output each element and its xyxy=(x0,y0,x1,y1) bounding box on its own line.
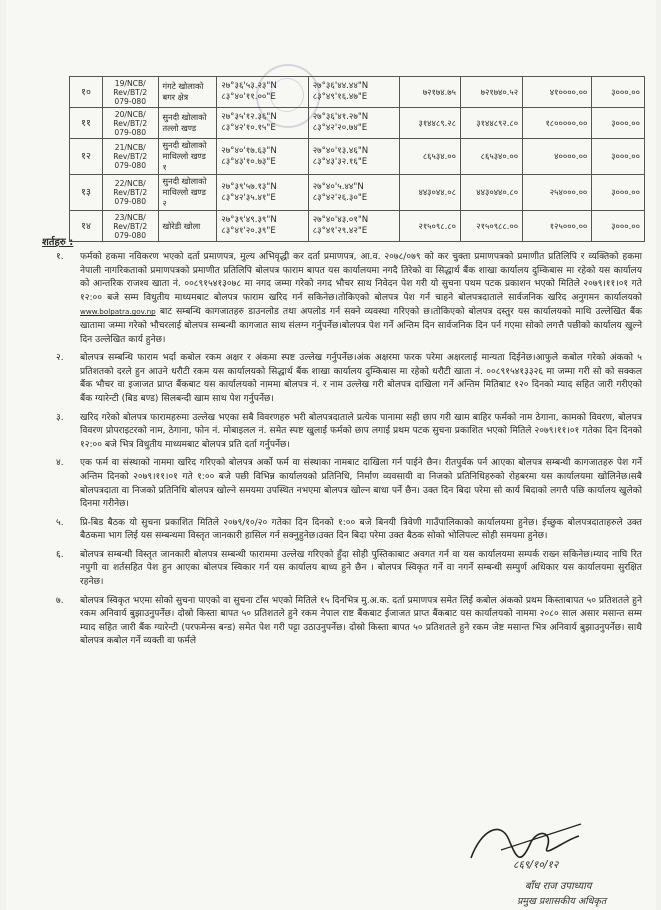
table-row xyxy=(70,77,645,108)
longitude-value: ८३°४०'११.००"E xyxy=(221,92,276,102)
longitude-value: ८३°४९'१६.४७"E xyxy=(312,92,368,102)
clause-4 xyxy=(54,457,642,511)
coordinates-cell xyxy=(308,211,399,242)
latitude-value: २७°३५'१२.३६"N xyxy=(221,112,277,122)
clause-1 xyxy=(54,251,642,347)
longitude-value: ८३°४१'२०.३९"E xyxy=(221,226,276,236)
clause-number: ३. xyxy=(56,412,64,423)
clause-text: बोलपत्र स्विकृत भएमा सोको सुचना पाएको वा सुचना टाँस भएको मितिले १५ दिनभित्र मु.अ.क. दर्ता प्रमाणपत्र समेत लिई कबोल अंकको प्रथम किस्ताबापत ५० प्रतिशतले हुने रकम अनिवार्य बुझाउनुपर्नेछ। दोस्रो किस्ता बापत ५० प्रतिशतले हुने रकम नेपाल राष्ट बैंकबाट ईजाजत प्राप्त बैंकबाट यस कार्यालयको नाममा २०८० साल असार मसान्त सम्म म्याद सहित जारी बैंक ग्यारेन्टी (परफमेन्स बन्ड) समेत पेश गरी पट्टा उठाउनुपर्नेछ। दोस्रो किस्ता बापत ५० प्रतिशतले हुने रकम जेष्ट मसान्त भित्र अनिवार्य बुझाउनुपर्नेछ। साथै बोलपत्र कबोल गर्ने व्यक्ती वा फर्मले xyxy=(80,595,642,647)
fee-cell: ३०००.०० xyxy=(592,211,645,242)
table-row xyxy=(70,175,645,211)
latitude-value: २७°३६'४४.४४"N xyxy=(312,81,369,91)
signatory-title: प्रमुख प्रशासकीय अधिकृत xyxy=(517,896,607,907)
quantity-cell: ३१४४८९.२८ xyxy=(400,108,461,139)
quantity-total-cell: ४४३०४४०.८० xyxy=(460,175,522,211)
clause-text: खरिद गरेको बोलपत्र फारामहरुमा उल्लेख भएका सबै विवरणहरु भरी बोलपत्रदाताले प्रत्येक पानामा सही छाप गरी खाम बाहिर फर्मको नाम ठेगाना, कामको विवरण, बोलपत्र विवरण प्रोपराइटरको नाम, ठेगाना, फोन नं. मोबाइलल नं. समेत स्पष्ट खुलाई फर्मको छाप लगाई प्रथम पटक सुचना प्रकाशित भएको मितिले २०७९।११।०१ गतेका दिन दिनको १२:०० बजे भित्र विधुतीय माध्यमबाट बोलपत्र प्रति दर्ता गर्नुपर्नेछ। xyxy=(80,412,642,450)
conditions-heading: शर्तहरु : xyxy=(42,237,74,248)
bid-items-table xyxy=(69,76,645,242)
clause-2 xyxy=(54,352,642,406)
clause-number: ४. xyxy=(56,458,64,469)
serial-number-cell: १३ xyxy=(70,175,103,211)
coordinates-cell xyxy=(217,77,308,108)
location-cell: सुनदी खोलाको तल्लो खण्ड xyxy=(158,108,217,139)
clause-number: २. xyxy=(56,353,64,364)
clause-text: बोलपत्र सम्बन्धी विस्तृत जानकारी बोलपत्र सम्बन्धी फाराममा उल्लेख गरिएको हुँदा सोही पुस्तिकाबाट अवगत गर्न वा यस कार्यालयमा सम्पर्क राख्न सकिनेछ।म्याद नाघि रित नपुगी वा शर्तसहित पेश हुन आएका बोलपत्र स्विकार गर्न यस कार्यालय बाध्य हुने छैन । बोलपत्र स्विकृत गर्ने वा नगर्ने सम्बन्धी सम्पुर्ण अधिकार यस कार्यालयमा सुरक्षित रहनेछ। xyxy=(80,549,642,588)
longitude-value: ८३°४२'१०.१५"E xyxy=(221,123,276,133)
clause-6 xyxy=(54,549,642,590)
longitude-value: ८३°४२'३५.४१"E xyxy=(221,192,276,203)
clause-text-continued: बाट सम्बन्धि कागजातहरु डाउनलोड तथा अपलोड गर्न सक्ने व्यवस्था गरिएको छ।तोकिएको बोलपत्र दस्तुर यस कार्यालयको माथि उल्लेखित बैंक खातामा जम्मा गरेको भौचरलाई बोलपत्र सम्बन्धी कागजात साथ संलग्न गर्नुपर्नेछ।बोलपत्र पेश गर्ने अन्तिम दिन सार्वजनिक दिन पर्न गएमा सोको लगत्तै पछीको कार्यालय खुल्ने दिन उल्लेखित कार्य हुनेछ। xyxy=(80,307,642,345)
coordinates-cell xyxy=(217,211,308,242)
signatory-name: बाँध राज उपाध्याय xyxy=(525,881,592,892)
clause-number: ७. xyxy=(56,595,64,606)
coordinates-cell xyxy=(308,175,399,211)
serial-number-cell: १२ xyxy=(70,139,103,175)
table-row xyxy=(70,211,645,242)
bid-id-cell: 23/NCB/ Rev/BT/2 079-080 xyxy=(102,211,158,242)
coordinates-cell xyxy=(217,139,308,175)
longitude-value: ८३°४३'१०.७३"E xyxy=(221,156,276,167)
coordinates-cell xyxy=(308,77,399,108)
latitude-value: २७°४०'५.४४"N xyxy=(312,181,364,192)
bid-id-cell: 20/NCB/ Rev/BT/2 079-080 xyxy=(102,108,158,139)
location-cell: सुनदी खोलाको माथिल्लो खण्ड २ xyxy=(158,175,217,211)
latitude-value: २७°३६'४१.२७"N xyxy=(312,112,369,122)
latitude-value: २७°३६'५३.२३"N xyxy=(221,81,277,91)
quantity-total-cell: ३१४४८९२.८० xyxy=(460,108,522,139)
quantity-cell: ४४३०४४.०८ xyxy=(400,175,461,211)
clause-text: फर्मको हकमा नविकरण भएको दर्ता प्रमाणपत्र, मुल्य अभिवृद्धी कर दर्ता प्रमाणपत्र, आ.व. २०७८/०७९ को कर चुक्ता प्रमाणपत्रको प्रमाणीत प्रतिलिपि र व्यक्तिको हकमा नेपाली नागरिकताको प्रमाणपत्रको प्रमाणीत प्रतिलिपि बोलपत्र फाराम बापत यस कार्यालयमा नगदै तिरेको वा सिद्धार्थ बैंक शाखा कार्यालय दुम्किबास मा रहेको यस कार्यालय को आन्तरिक राजश्व खाता नं. ००८९१५४१३०७८ मा नगद जम्मा गरेको नगद भौचर साथ निवेदन पेश गरी यो सुचना पथम पटक प्रकाशन भएको मितिले २०७९।११।०१ गते १२:०० बजे सम्म विधुतीय माध्यमबाट बोलपत्र फाराम खरिद गर्न सकिनेछ।तोकिएको बोलपत्र पेश गर्न चाहने बोलपत्रदाताले सार्वजनिक खरिद अनुगमन कार्यालयको xyxy=(80,252,642,303)
serial-number-cell: ११ xyxy=(70,108,103,139)
latitude-value: २७°४०'१३.४६"N xyxy=(312,145,369,156)
signature-block xyxy=(461,810,641,910)
latitude-value: २७°३९'४९.३९"N xyxy=(221,215,277,225)
latitude-value: २७°४०'४३.०१"N xyxy=(312,215,369,225)
bid-id-cell: 19/NCB/ Rev/BT/2 079-080 xyxy=(102,77,158,108)
latitude-value: २७°४०'१७.६३"N xyxy=(221,145,277,156)
amount-cell: १८०००००.०० xyxy=(523,108,592,139)
signature-date: ८६९/१०/१२ xyxy=(513,859,559,871)
fee-cell: ३०००.०० xyxy=(592,139,645,175)
quantity-total-cell: ८६५३४०.०० xyxy=(460,139,522,175)
location-cell: सुनदी खोलाको माथिल्लो खण्ड १ xyxy=(158,139,217,175)
amount-cell: १२५०००.०० xyxy=(523,211,592,242)
longitude-value: ८३°४२'२०.७४"E xyxy=(312,123,368,133)
coordinates-cell xyxy=(308,139,399,175)
bid-id-cell: 21/NCB/ Rev/BT/2 079-080 xyxy=(102,139,158,175)
amount-cell: ४००००.०० xyxy=(523,139,592,175)
fee-cell: ३०००.०० xyxy=(592,175,645,211)
conditions-list xyxy=(54,251,642,654)
table-row xyxy=(70,139,645,175)
longitude-value: ८३°४२'२६.३०"E xyxy=(312,192,368,203)
clause-text: एक फर्म वा संस्थाको नाममा खरिद गरिएको बोलपत्र अर्को फर्म वा संस्थाका नामबाट दाखिला गर्न पाईने छैन। रीतपुर्वक पर्न आएका बोलपत्र सम्बन्धी कागजातहरु पेश गर्ने अन्तिम दिनको २०७९।११।०१ गते १:०० बजे पछी विभिन्न कार्यालयको प्रतिनिधि, निर्माण व्यवसायी वा निजको प्रतिनिधिहरुको रोहबरमा यस कार्यालयमा खोलिनेछ।सबै बोलपत्रदाता वा निजको प्रतिनिधि बोलपत्र खोल्ने समयमा उपस्थित नभएमा बोलपत्र खोल्न बाधा पर्ने छैन। उक्त दिन बिदा परेमा सो कार्य बिदाको लगत्तै पछि कार्यालय खुलेको दिनमा गरीनेछ। xyxy=(80,458,642,510)
clause-text: बोलपत्र सम्बन्धि फाराम भर्दा कबोल रकम अक्षर र अंकमा स्पष्ट उल्लेख गर्नुपर्नेछ।अंक अक्षरमा फरक परेमा अक्षरलाई मान्यता दिईनेछ।आफुले कबोल गरेको अंकको ५ प्रतिशतको दरले हुन आउने धरौटी रकम यस कार्यालयको सिद्धार्थ बैंक शाखा कार्यालय दुम्किबास मा रहेको धरौटी खाता नं. ००८९१५४१३३२६ मा जम्मा गरी सो को सक्कल बैंक भौचर वा इजाजत प्राप्त बैंकबाट यस कार्यालयको नाममा बोलपत्र नं. र नाम उल्लेख गरी बोलपत्र दाखिला गर्ने अन्तिम मितिबाट १२० दिनको म्याद सहित जारी गरीएको बैंक ग्यारेन्टी (बिड बण्ड) सिलबन्दी खाम साथ पेश गर्नुपर्नेछ। xyxy=(80,353,642,404)
serial-number-cell: १४ xyxy=(70,211,103,242)
document-page xyxy=(6,0,656,910)
bid-id-cell: 22/NCB/ Rev/BT/2 079-080 xyxy=(102,175,158,211)
fee-cell: ३०००.०० xyxy=(592,77,645,108)
quantity-cell: ८६५३४.०० xyxy=(400,139,461,175)
quantity-total-cell: २१५०९८८.०० xyxy=(460,211,522,242)
clause-text: प्रि-बिड बैठक यो सुचना प्रकाशित मितिले २०७९/१०/२० गतेका दिन दिनको १:०० बजे बिनयी त्रिवेणी गाउँपालिकाको कार्यालयमा हुनेछ। ईच्छुक बोलपत्रदाताहरुले उक्त बैठकमा भाग लिई यस सम्बन्धमा विस्तृत जानकारी हासिल गर्न सक्नुहुनेछ।उक्त दिन बिदा परेमा उक्त बैठक सोको भोलिपल्ट सोही समयमा हुनेछ। xyxy=(80,517,642,542)
coordinates-cell xyxy=(217,108,308,139)
latitude-value: २७°३९'५७.१३"N xyxy=(221,181,277,192)
procurement-portal-link[interactable]: www.bolpatra.gov.np xyxy=(80,307,156,317)
clause-number: ५. xyxy=(56,517,64,528)
serial-number-cell: १० xyxy=(70,77,103,108)
clause-7 xyxy=(54,595,642,649)
clause-number: ६. xyxy=(56,549,64,560)
fee-cell: ३०००.०० xyxy=(592,108,645,139)
quantity-total-cell: ७२१७४०.५२ xyxy=(460,77,522,108)
table-row xyxy=(70,108,645,139)
clause-5 xyxy=(54,517,642,544)
longitude-value: ८३°४१'२९.४२"E xyxy=(312,226,368,236)
clause-3 xyxy=(54,412,642,453)
amount-cell: ४१००००.०० xyxy=(523,77,592,108)
longitude-value: ८३°४३'३२.१६"E xyxy=(312,156,368,167)
amount-cell: २५४०००.०० xyxy=(523,175,592,211)
location-cell: खोरेडी खोला xyxy=(158,211,217,242)
quantity-cell: २१५०९८.८० xyxy=(400,211,461,242)
quantity-cell: ७२१७४.७५ xyxy=(400,77,461,108)
location-cell: गंगटे खोलाको बगर क्षेत्र xyxy=(158,77,217,108)
clause-number: १. xyxy=(56,252,64,262)
coordinates-cell xyxy=(217,175,308,211)
coordinates-cell xyxy=(308,108,399,139)
